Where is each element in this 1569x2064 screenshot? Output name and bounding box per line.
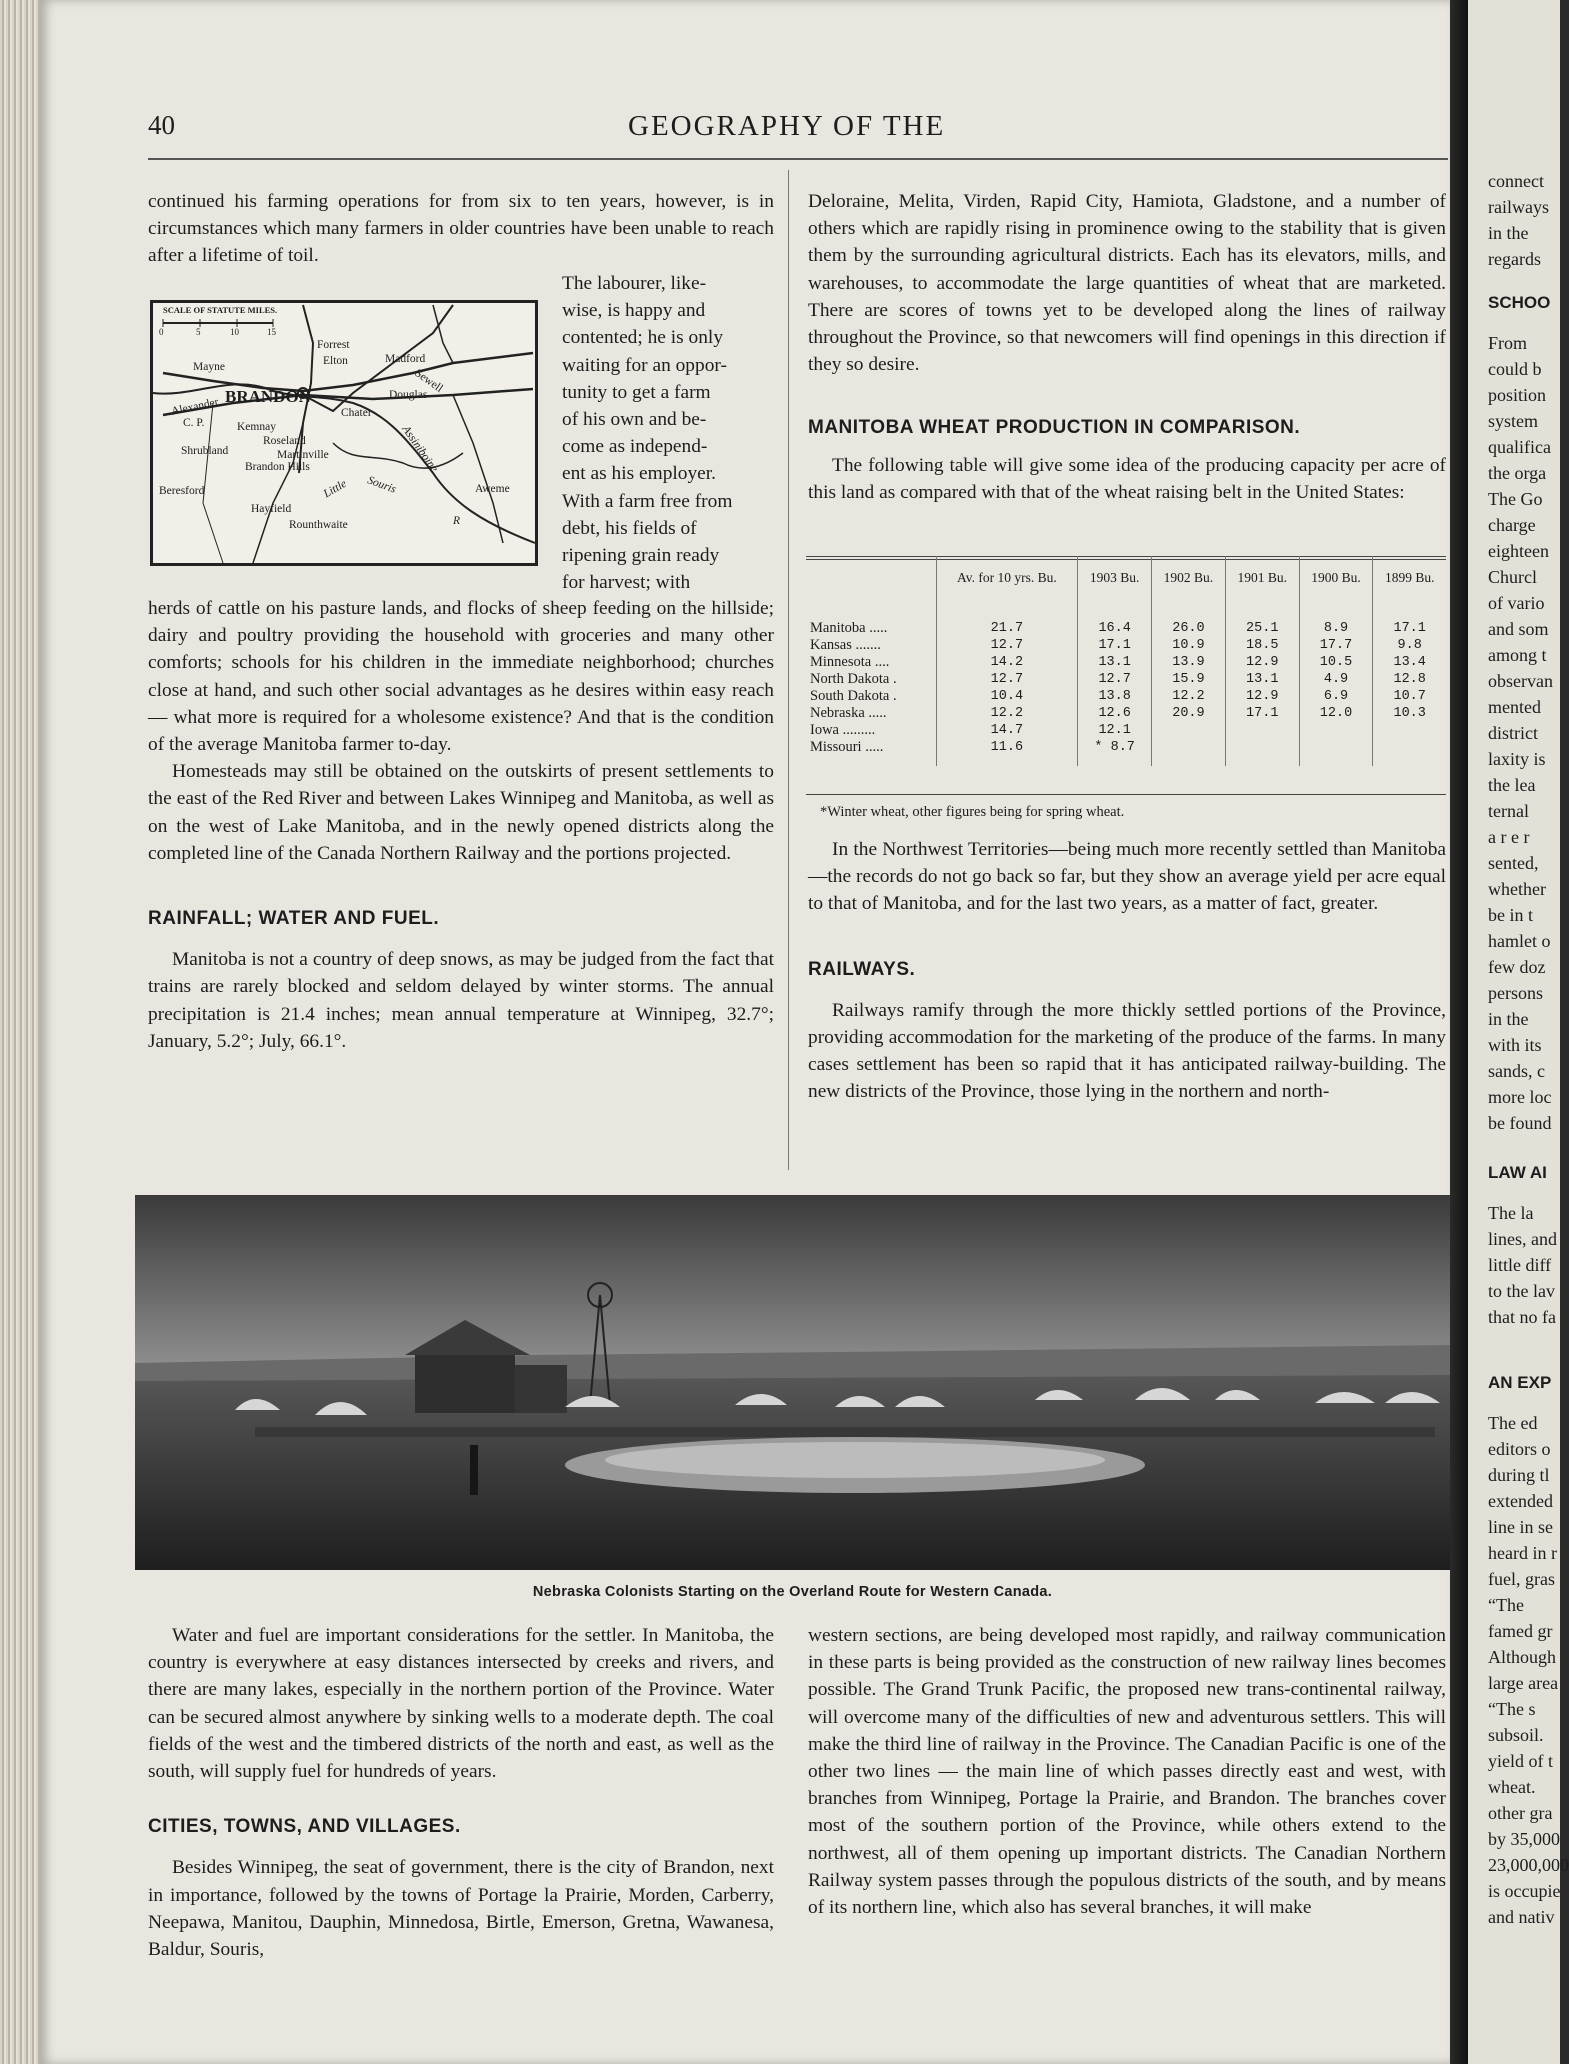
table-cell: 4.9	[1299, 671, 1373, 688]
table-cell: Iowa .........	[810, 722, 876, 738]
table-header	[806, 556, 936, 598]
wrap-line: wise, is happy and	[562, 300, 706, 322]
wrap-line: for harvest; with	[562, 572, 691, 594]
table-cell: 17.1	[1373, 598, 1446, 637]
adjacent-line: observan	[1488, 671, 1553, 691]
adjacent-line: large area	[1488, 1673, 1559, 1693]
adjacent-line: The ed	[1488, 1413, 1538, 1433]
table-header: Av. for 10 yrs. Bu.	[936, 556, 1078, 598]
table-header: 1902 Bu.	[1152, 556, 1226, 598]
table-header: 1903 Bu.	[1078, 556, 1152, 598]
table-footnote: *Winter wheat, other figures being for spring wheat.	[820, 804, 1125, 820]
table-cell: 12.8	[1373, 671, 1446, 688]
adjacent-line: line in se	[1488, 1517, 1553, 1537]
adjacent-line: mented	[1488, 697, 1541, 717]
adjacent-line: charge	[1488, 515, 1536, 535]
wrap-line: The labourer, like-	[562, 273, 707, 294]
adjacent-line: wheat.	[1488, 1777, 1536, 1797]
table-cell: 12.7	[1078, 671, 1152, 688]
adjacent-line: connect	[1488, 171, 1544, 191]
adjacent-line: could b	[1488, 359, 1542, 379]
adjacent-line: subsoil.	[1488, 1725, 1544, 1745]
adjacent-heading: SCHOO	[1488, 293, 1551, 312]
table-bottom-rule	[806, 794, 1446, 795]
adjacent-line: Although	[1488, 1647, 1557, 1667]
adjacent-line: district	[1488, 723, 1538, 743]
adjacent-line: 23,000,000	[1488, 1855, 1569, 1875]
adjacent-line: The Go	[1488, 489, 1543, 509]
table-cell: 12.6	[1078, 705, 1152, 722]
table-cell: 21.7	[936, 598, 1078, 637]
adjacent-line: “The	[1488, 1595, 1524, 1615]
adjacent-line: heard in r	[1488, 1543, 1557, 1563]
wrap-line: ripening grain ready	[562, 545, 720, 567]
table-cell: 12.9	[1225, 688, 1299, 705]
map-scale-tick: 10	[230, 327, 239, 337]
table-cell: 18.5	[1225, 637, 1299, 654]
wrap-line: debt, his fields of	[562, 517, 697, 539]
table-cell: 11.6	[936, 739, 1078, 766]
header-rule	[148, 158, 1448, 160]
table-cell: 12.2	[1152, 688, 1226, 705]
paragraph-towns: Deloraine, Melita, Virden, Rapid City, Hamiota, Gladstone, and a number of others which are rapidly rising in prominence owing to the stability that is given them by the surrounding agricultural districts. Each has its elevators, mills, and warehouses, to accommodate the large quantities of wheat that are marketed. There are scores of towns yet to be developed along the lines of railway throughout the Province, so that newcomers will find openings in this direction if they so desire.	[808, 191, 1446, 376]
table-cell: 17.1	[1225, 705, 1299, 722]
adjacent-line: yield of t	[1488, 1751, 1553, 1771]
map-railway-label: C. P.	[183, 417, 205, 429]
photo-illustration	[135, 1195, 1450, 1570]
table-cell: 10.5	[1299, 654, 1373, 671]
map-scale-tick: 5	[196, 327, 201, 337]
adjacent-line: “The s	[1488, 1699, 1536, 1719]
wrap-line: tunity to get a farm	[562, 381, 711, 403]
adjacent-line: in the	[1488, 223, 1529, 243]
paragraph-railways: Railways ramify through the more thickly settled portions of the Province, providing accommodation for the marketing of the produce of the farms. In many cases settlement has been so rapid that it has anticipated railway-building. The new districts of the Province, those lying in the northern and north-	[808, 999, 1446, 1103]
adjacent-line: From	[1488, 333, 1528, 353]
table-row	[806, 688, 1446, 705]
table-cell: North Dakota .	[810, 671, 897, 687]
table-cell	[1373, 739, 1446, 766]
table-cell: Manitoba .....	[810, 620, 888, 636]
table-cell: 25.1	[1225, 598, 1299, 637]
adjacent-page	[1468, 0, 1569, 2064]
map-place: Forrest	[317, 339, 350, 351]
table-cell: 13.4	[1373, 654, 1446, 671]
page-header	[148, 110, 1448, 154]
map-place: Shrubland	[181, 445, 229, 457]
map-place: Mayne	[193, 361, 225, 373]
adjacent-line: persons	[1488, 983, 1543, 1003]
heading-wheat: MANITOBA WHEAT PRODUCTION IN COMPARISON.	[808, 417, 1301, 439]
adjacent-line: a r e r	[1488, 827, 1530, 847]
map-scale-tick: 0	[159, 327, 164, 337]
adjacent-text-block	[1488, 168, 1569, 1930]
adjacent-heading: LAW AI	[1488, 1163, 1547, 1182]
paragraph-water: Water and fuel are important considerations for the settler. In Manitoba, the country is everywhere at easy distances intersected by creeks and rivers, and there are many lakes, especially in the northern portion of the Province. Water can be secured almost anywhere by sinking wells to a moderate depth. The coal fields of the west and the timbered districts of the north and east, as well as the south, will supply fuel for hundreds of years.	[148, 1625, 774, 1783]
left-column-body	[148, 595, 774, 1055]
table-cell: 17.7	[1299, 637, 1373, 654]
table-cell: Kansas .......	[810, 637, 881, 653]
heading-cities: CITIES, TOWNS, AND VILLAGES.	[148, 1816, 461, 1838]
paragraph-farming: continued his farming operations for from six to ten years, however, is in circumstances which many farmers in older countries have been unable to reach after a lifetime of toil.	[148, 191, 774, 267]
paragraph-wheat-intro: The following table will give some idea of the producing capacity per acre of this land as compared with that of the wheat raising belt in the United States:	[808, 454, 1446, 503]
adjacent-line: Churcl	[1488, 567, 1537, 587]
left-column-top	[148, 188, 774, 270]
adjacent-line: be in t	[1488, 905, 1533, 925]
right-column-top	[808, 188, 1446, 506]
table-cell	[1152, 722, 1226, 739]
adjacent-line: sented,	[1488, 853, 1539, 873]
map-place: Rounthwaite	[289, 519, 348, 531]
table-cell: 20.9	[1152, 705, 1226, 722]
table-header: 1899 Bu.	[1373, 556, 1446, 598]
adjacent-line: is occupie	[1488, 1881, 1561, 1901]
wrap-line: of his own and be-	[562, 409, 707, 431]
map-river: Assiniboine	[399, 423, 441, 475]
column-divider	[788, 170, 789, 1170]
table-header: 1901 Bu.	[1225, 556, 1299, 598]
adjacent-line: in the	[1488, 1009, 1529, 1029]
table-cell	[1373, 722, 1446, 739]
adjacent-line: the lea	[1488, 775, 1536, 795]
bottom-right-column	[808, 1622, 1446, 1921]
adjacent-line: The la	[1488, 1203, 1534, 1223]
table-row	[806, 739, 1446, 766]
table-row	[806, 598, 1446, 637]
table-cell: 17.1	[1078, 637, 1152, 654]
paragraph-western: western sections, are being developed most rapidly, and railway communication in these parts is being provided as the construction of new railway lines becomes possible. The Grand Trunk Pacific, the proposed new trans-continental railway, will overcome many of the difficulties of new and adventurous settlers. This will make the third line of railway in the Province. The Canadian Pacific is one of the other two lines — the main line of which passes directly east and west, with branches from Winnipeg, Portage la Prairie, and Brandon. The branches cover most of the southern portion of the Province, while others extend to the northwest, all of them opening up important districts. The Canadian Northern Railway system passes through the populous districts of the south, and by means of its northern line, which also has several branches, it will make	[808, 1625, 1446, 1919]
adjacent-line: other gra	[1488, 1803, 1553, 1823]
adjacent-line: regards	[1488, 249, 1541, 269]
table-cell: 13.9	[1152, 654, 1226, 671]
adjacent-line: and som	[1488, 619, 1549, 639]
adjacent-line: and nativ	[1488, 1907, 1555, 1927]
table-cell: 12.0	[1299, 705, 1373, 722]
table-cell: 12.1	[1078, 722, 1152, 739]
wrap-line: ent as his employer.	[562, 463, 717, 485]
table-cell: 10.9	[1152, 637, 1226, 654]
table-cell: Minnesota ....	[810, 654, 890, 670]
table-cell	[1299, 722, 1373, 739]
table-cell: 16.4	[1078, 598, 1152, 637]
adjacent-line: few doz	[1488, 957, 1546, 977]
map-place: Beresford	[159, 485, 205, 497]
adjacent-line: sands, c	[1488, 1061, 1545, 1081]
wrap-line: waiting for an oppor-	[562, 354, 727, 376]
adjacent-line: system	[1488, 411, 1539, 431]
adjacent-line: by 35,000	[1488, 1829, 1560, 1849]
adjacent-line: lines, and	[1488, 1229, 1557, 1249]
table-row	[806, 637, 1446, 654]
adjacent-line: extended	[1488, 1491, 1553, 1511]
table-cell: 14.7	[936, 722, 1078, 739]
photo-colonists	[135, 1195, 1450, 1570]
map-place: Roseland	[263, 435, 306, 447]
table-header-row	[806, 556, 1446, 598]
map-place: Sewell	[412, 367, 445, 395]
table-cell: 10.3	[1373, 705, 1446, 722]
adjacent-line: laxity is	[1488, 749, 1546, 769]
map-place: Kemnay	[237, 421, 276, 433]
adjacent-line: with its	[1488, 1035, 1542, 1055]
adjacent-line: ternal	[1488, 801, 1529, 821]
table-cell: 14.2	[936, 654, 1078, 671]
table-cell	[1225, 722, 1299, 739]
table-row	[806, 722, 1446, 739]
map-place: Douglas	[389, 389, 428, 401]
map-place: Chater	[341, 407, 372, 419]
table-cell: 15.9	[1152, 671, 1226, 688]
heading-rainfall: RAINFALL; WATER AND FUEL.	[148, 908, 440, 930]
map-place: Alexander	[170, 396, 220, 418]
running-title: GEOGRAPHY OF THE	[628, 110, 946, 142]
table-cell: 10.4	[936, 688, 1078, 705]
table-cell: * 8.7	[1078, 739, 1152, 766]
adjacent-line: famed gr	[1488, 1621, 1553, 1641]
table-row	[806, 705, 1446, 722]
adjacent-line: editors o	[1488, 1439, 1551, 1459]
paragraph-rainfall: Manitoba is not a country of deep snows, as may be judged from the fact that trains are rarely blocked and seldom delayed by winter storms. The annual precipitation is 21.4 inches; mean annual temperature at Winnipeg, 32.7°; January, 5.2°; July, 66.1°.	[148, 949, 774, 1052]
map-place: Brandon Hills	[245, 461, 310, 473]
table-cell: 12.7	[936, 671, 1078, 688]
table-cell: South Dakota .	[810, 688, 897, 704]
table-cell: 26.0	[1152, 598, 1226, 637]
table-cell: 12.9	[1225, 654, 1299, 671]
map-scale-title: SCALE OF STATUTE MILES.	[163, 305, 278, 315]
page-number: 40	[148, 110, 175, 140]
map-scale-tick: 15	[267, 327, 276, 337]
wrap-line: come as independ-	[562, 436, 708, 458]
map-place: Elton	[323, 355, 348, 367]
paragraph-cities: Besides Winnipeg, the seat of government, there is the city of Brandon, next in importance, followed by the towns of Portage la Prairie, Morden, Carberry, Neepawa, Manitou, Dauphin, Minnedosa, Birtle, Emerson, Gretna, Wawanesa, Baldur, Souris,	[148, 1857, 774, 1961]
adjacent-heading: AN EXP	[1488, 1373, 1552, 1392]
table-header: 1900 Bu.	[1299, 556, 1373, 598]
adjacent-line: railways	[1488, 197, 1549, 217]
adjacent-line: the orga	[1488, 463, 1547, 483]
adjacent-line: more loc	[1488, 1087, 1552, 1107]
heading-railways: RAILWAYS.	[808, 958, 916, 980]
map-river: Little	[321, 477, 349, 501]
adjacent-line: eighteen	[1488, 541, 1549, 561]
table-cell: Nebraska .....	[810, 705, 887, 721]
adjacent-line: that no fa	[1488, 1307, 1556, 1327]
wrap-line: With a farm free from	[562, 490, 733, 512]
paragraph-homesteads: Homesteads may still be obtained on the outskirts of present settlements to the east of the Red River and between Lakes Winnipeg and Manitoba, as well as on the west of Lake Manitoba, and in the newly opened districts along the completed line of the Canada Northern Railway and the portions projected.	[148, 761, 774, 864]
adjacent-line: of vario	[1488, 593, 1545, 613]
map-place-brandon: BRANDON	[225, 387, 311, 406]
table-cell	[1225, 739, 1299, 766]
table-cell: 8.9	[1299, 598, 1373, 637]
table-cell	[1152, 739, 1226, 766]
map-place: Madford	[385, 353, 426, 365]
map-place: Aweme	[475, 483, 510, 495]
table-cell: 13.1	[1225, 671, 1299, 688]
table-cell: Missouri .....	[810, 739, 884, 755]
table-cell: 10.7	[1373, 688, 1446, 705]
wrap-line: contented; he is only	[562, 327, 724, 349]
bottom-left-column	[148, 1622, 774, 1963]
adjacent-line: to the lav	[1488, 1281, 1555, 1301]
table-cell: 12.7	[936, 637, 1078, 654]
table-cell: 12.2	[936, 705, 1078, 722]
adjacent-line: be found	[1488, 1113, 1552, 1133]
map-river-label: R	[453, 515, 461, 527]
adjacent-line: among t	[1488, 645, 1547, 665]
adjacent-line: whether	[1488, 879, 1546, 899]
adjacent-line: qualifica	[1488, 437, 1551, 457]
photo-caption: Nebraska Colonists Starting on the Overland Route for Western Canada.	[532, 1584, 1053, 1600]
wrap-text	[562, 270, 774, 596]
map-river: Souris	[365, 474, 398, 496]
table-cell: 9.8	[1373, 637, 1446, 654]
table-row	[806, 671, 1446, 688]
table-cell	[1299, 739, 1373, 766]
adjacent-line: little diff	[1488, 1255, 1552, 1275]
wheat-table	[806, 556, 1446, 766]
paragraph-northwest: In the Northwest Territories—being much more recently settled than Manitoba—the records do not go back so far, but they show an average yield per acre equal to that of Manitoba, and for the last two years, as a matter of fact, greater.	[808, 839, 1446, 915]
map-place: Hayfield	[251, 503, 292, 515]
adjacent-line: during tl	[1488, 1465, 1550, 1485]
map-place: Martinville	[277, 449, 329, 461]
table-cell: 13.8	[1078, 688, 1152, 705]
adjacent-line: hamlet o	[1488, 931, 1551, 951]
table-cell: 13.1	[1078, 654, 1152, 671]
table-cell: 6.9	[1299, 688, 1373, 705]
book-gutter	[1450, 0, 1468, 2064]
right-column-body	[808, 836, 1446, 1106]
paragraph-herds: herds of cattle on his pasture lands, and flocks of sheep feeding on the hillside; dairy and poultry providing the household with groceries and many other comforts; schools for his children in the immediate neighborhood; churches close at hand, and such other social advantages as he desires within easy reach — what more is required for a wholesome existence? And that is the condition of the average Manitoba farmer to-day.	[148, 598, 774, 756]
brandon-map	[150, 300, 538, 566]
adjacent-line: position	[1488, 385, 1547, 405]
adjacent-line: fuel, gras	[1488, 1569, 1555, 1589]
table-row	[806, 654, 1446, 671]
